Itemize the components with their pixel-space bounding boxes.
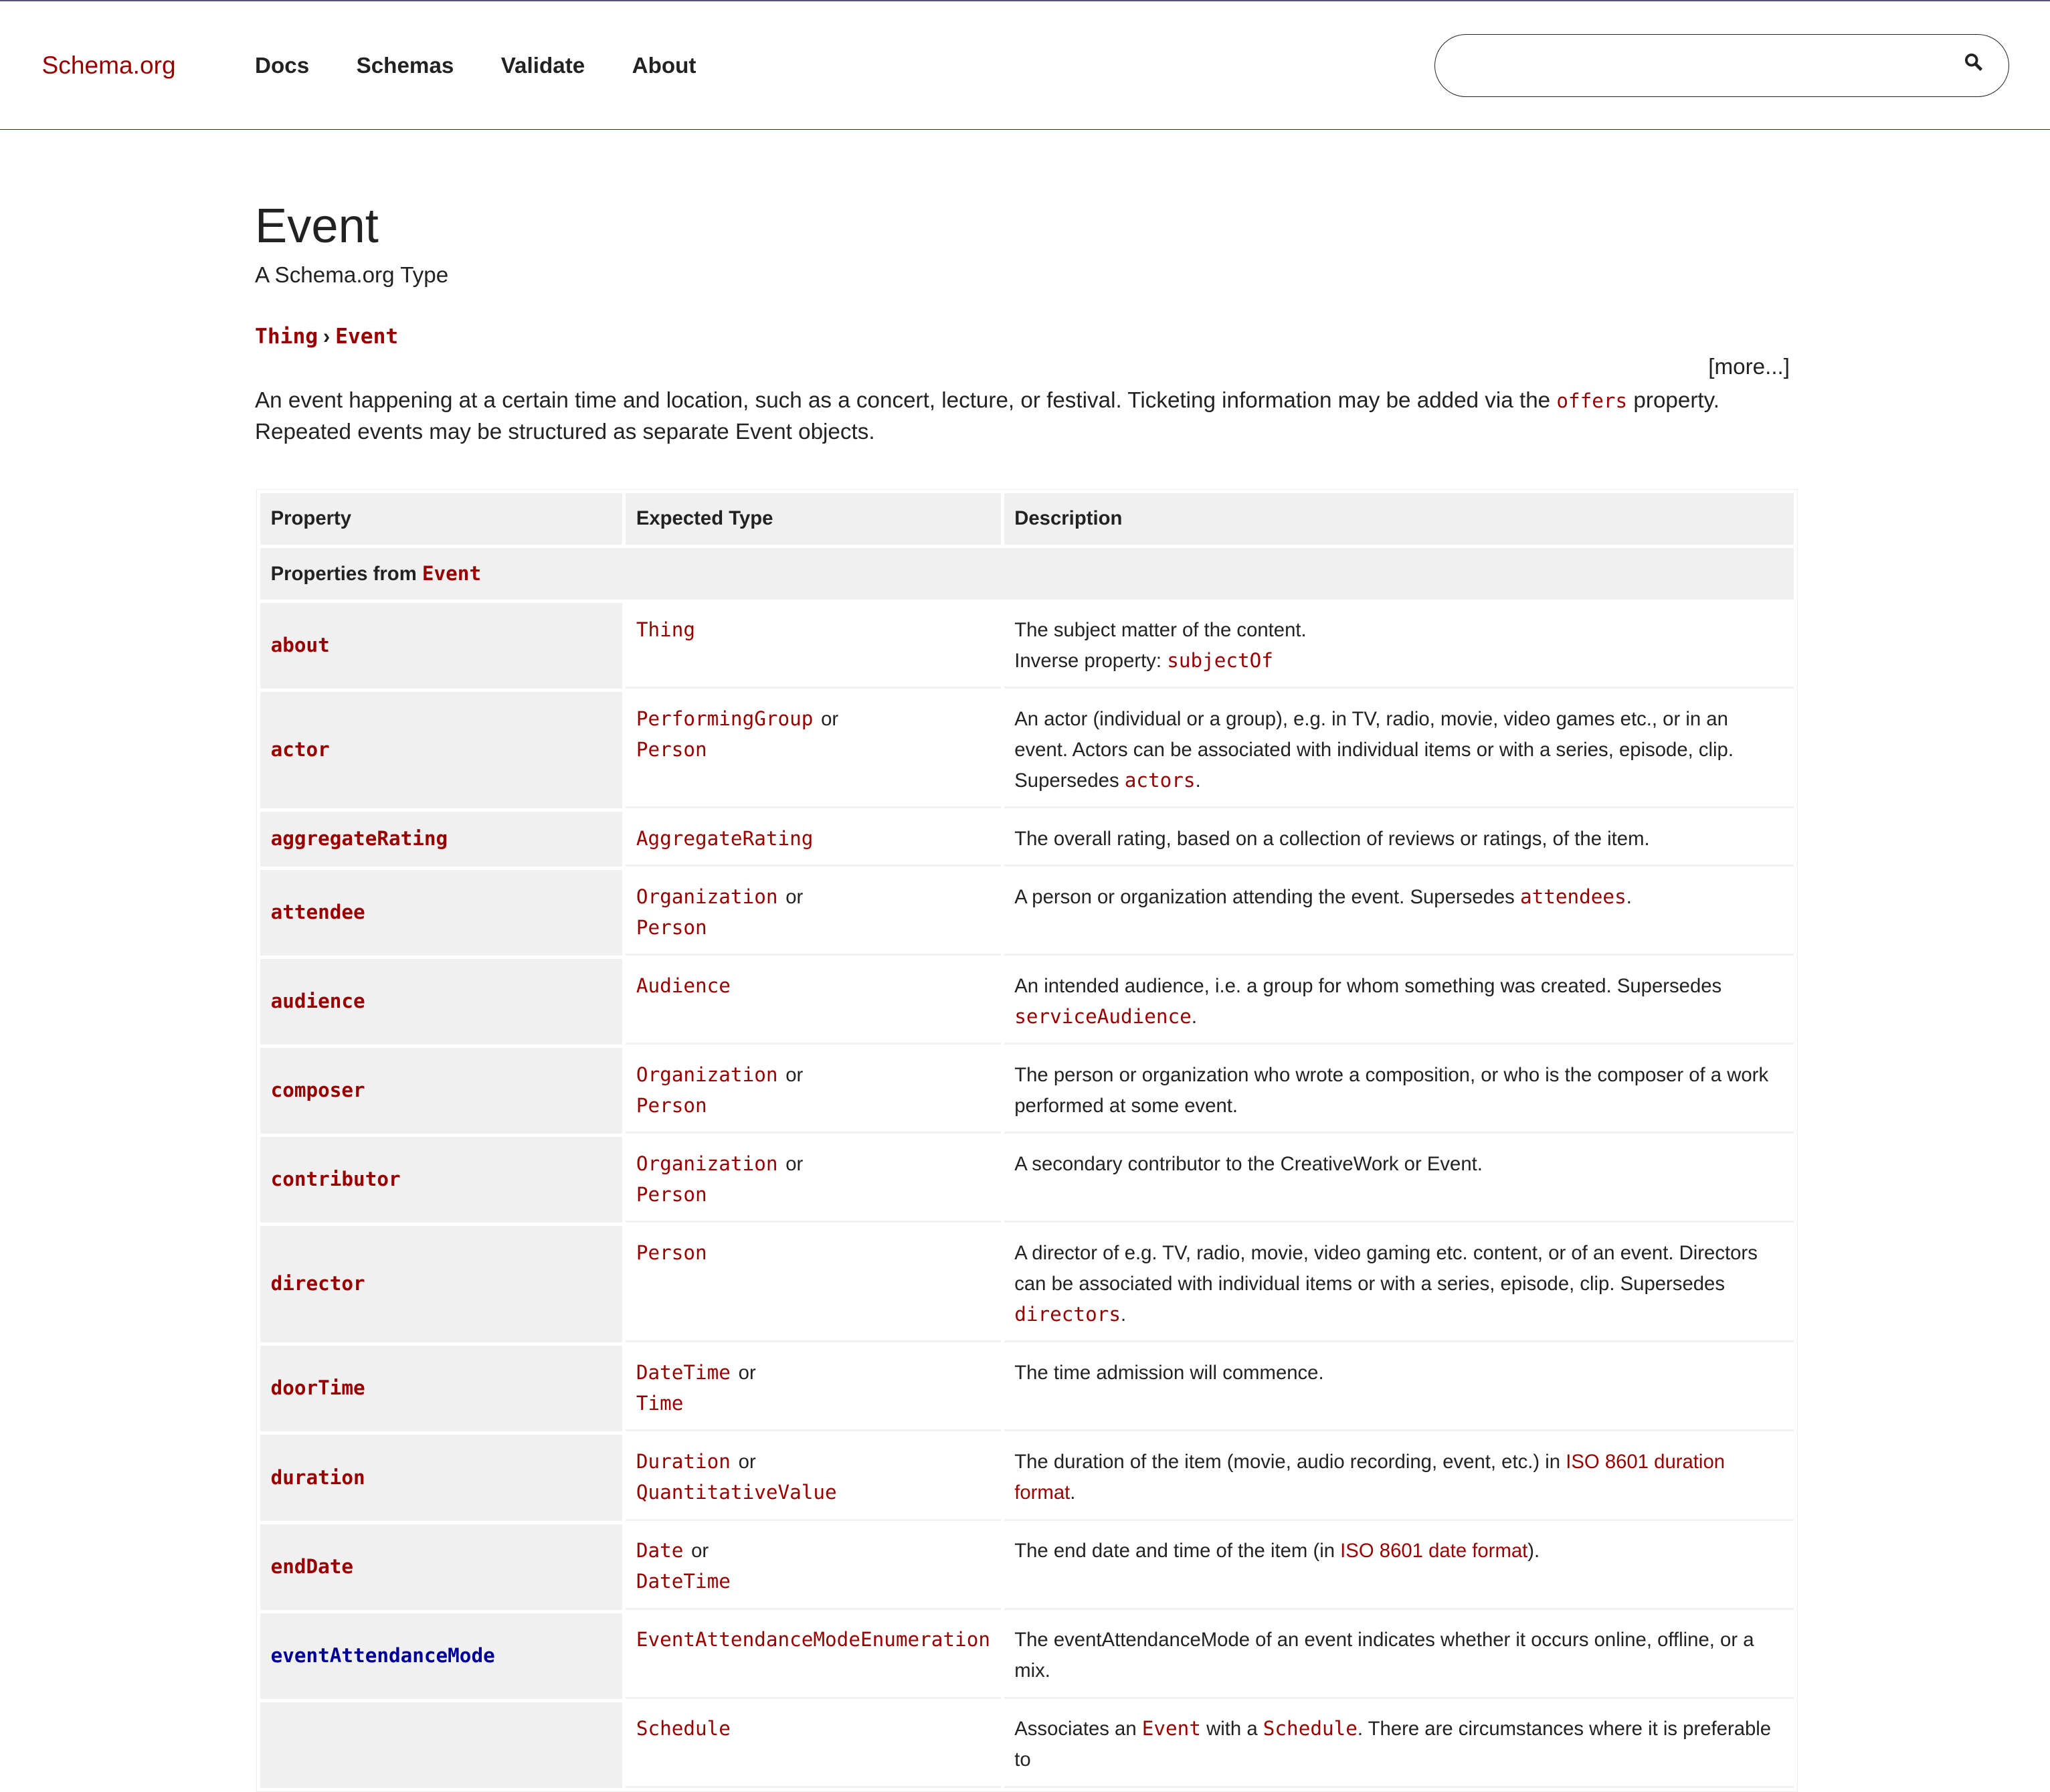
code-link[interactable]: directors bbox=[1014, 1302, 1121, 1326]
expected-type-cell bbox=[626, 1226, 1000, 1342]
breadcrumb-separator: › bbox=[322, 324, 331, 348]
type-link[interactable]: QuantitativeValue bbox=[636, 1480, 837, 1504]
property-link[interactable]: composer bbox=[270, 1079, 365, 1102]
property-cell bbox=[260, 870, 622, 956]
property-link[interactable]: director bbox=[270, 1272, 365, 1295]
property-link[interactable]: attendee bbox=[270, 901, 365, 924]
header-description: Description bbox=[1004, 493, 1794, 545]
text-segment: with a bbox=[1200, 1718, 1263, 1740]
text-segment: A secondary contributor to the CreativeWork or Event. bbox=[1014, 1152, 1483, 1175]
type-link[interactable]: Time bbox=[636, 1391, 684, 1415]
expected-type-cell bbox=[626, 603, 1000, 689]
or-label: or bbox=[785, 1063, 804, 1086]
property-link[interactable]: actor bbox=[270, 738, 330, 761]
table-row bbox=[260, 1137, 1794, 1223]
property-cell bbox=[260, 1137, 622, 1223]
breadcrumb-event[interactable]: Event bbox=[335, 324, 399, 349]
table-row bbox=[260, 1702, 1794, 1788]
type-link[interactable]: DateTime bbox=[636, 1361, 731, 1384]
nav-about[interactable]: About bbox=[632, 54, 696, 79]
type-link[interactable]: Audience bbox=[636, 974, 731, 997]
table-row bbox=[260, 959, 1794, 1045]
property-cell bbox=[260, 959, 622, 1045]
description-cell bbox=[1004, 870, 1794, 956]
breadcrumb-thing[interactable]: Thing bbox=[255, 324, 318, 349]
type-link[interactable]: Schedule bbox=[636, 1717, 731, 1740]
table-row bbox=[260, 1346, 1794, 1431]
type-link[interactable]: Organization bbox=[636, 885, 778, 908]
table-row bbox=[260, 812, 1794, 867]
property-cell bbox=[260, 603, 622, 689]
type-link[interactable]: EventAttendanceModeEnumeration bbox=[636, 1628, 990, 1651]
text-segment: . bbox=[1070, 1481, 1076, 1504]
property-link[interactable]: about bbox=[270, 634, 330, 657]
or-label: or bbox=[691, 1540, 709, 1562]
property-cell bbox=[260, 1346, 622, 1431]
property-cell bbox=[260, 1613, 622, 1699]
type-link[interactable]: Thing bbox=[636, 618, 696, 641]
description-cell bbox=[1004, 1702, 1794, 1788]
expected-type-cell bbox=[626, 1346, 1000, 1431]
description-cell bbox=[1004, 1226, 1794, 1342]
text-segment: The person or organization who wrote a composition, or who is the composer of a work performed at some event. bbox=[1014, 1063, 1769, 1117]
logo-link[interactable]: Schema.org bbox=[41, 51, 176, 80]
property-link[interactable]: audience bbox=[270, 990, 365, 1013]
text-segment: Inverse property: bbox=[1014, 649, 1168, 672]
expected-type-cell bbox=[626, 1702, 1000, 1788]
more-link[interactable]: [more...] bbox=[1708, 354, 1790, 379]
description-cell bbox=[1004, 1435, 1794, 1520]
main-nav bbox=[255, 54, 696, 79]
text-segment: The duration of the item (movie, audio recording, event, etc.) in bbox=[1014, 1451, 1566, 1473]
type-link[interactable]: Organization bbox=[636, 1152, 778, 1175]
type-link[interactable]: AggregateRating bbox=[636, 826, 814, 850]
code-link[interactable]: offers bbox=[1556, 389, 1628, 413]
text-segment: The subject matter of the content. bbox=[1014, 618, 1307, 641]
type-link[interactable]: Duration bbox=[636, 1450, 731, 1473]
type-link[interactable]: Person bbox=[636, 1093, 707, 1117]
text-segment: The time admission will commence. bbox=[1014, 1362, 1324, 1384]
expected-type-cell bbox=[626, 1137, 1000, 1223]
nav-docs[interactable]: Docs bbox=[255, 54, 310, 79]
table-row bbox=[260, 1048, 1794, 1134]
table-row bbox=[260, 1226, 1794, 1342]
code-link[interactable]: Schedule bbox=[1263, 1717, 1358, 1740]
table-row bbox=[260, 1613, 1794, 1699]
expected-type-cell bbox=[626, 959, 1000, 1045]
property-link[interactable]: duration bbox=[270, 1465, 365, 1489]
site-header bbox=[0, 1, 2050, 130]
page-title: Event bbox=[255, 199, 379, 253]
text-segment: . bbox=[1191, 1005, 1197, 1028]
text-segment: A director of e.g. TV, radio, movie, video gaming etc. content, or of an event. Directors can be associated with individual items or with a series, episode, clip. Supersedes bbox=[1014, 1242, 1758, 1295]
text-segment: Associates an bbox=[1014, 1718, 1142, 1740]
property-link[interactable]: endDate bbox=[270, 1554, 354, 1578]
page-subtitle: A Schema.org Type bbox=[255, 262, 449, 288]
text-link[interactable]: ISO 8601 date format bbox=[1340, 1540, 1528, 1562]
type-link[interactable]: DateTime bbox=[636, 1570, 731, 1593]
text-segment: A person or organization attending the event. Supersedes bbox=[1014, 885, 1520, 908]
property-link[interactable]: aggregateRating bbox=[270, 827, 448, 850]
group-row bbox=[260, 548, 1794, 600]
nav-validate[interactable]: Validate bbox=[500, 54, 585, 79]
text-segment: ). bbox=[1527, 1540, 1540, 1562]
text-segment: The end date and time of the item (in bbox=[1014, 1540, 1341, 1562]
text-segment: . bbox=[1195, 769, 1201, 792]
description-cell bbox=[1004, 1048, 1794, 1134]
text-segment: An event happening at a certain time and location, such as a concert, lecture, or festival. Ticketing information may be added via the bbox=[255, 388, 1557, 414]
code-link[interactable]: subjectOf bbox=[1167, 648, 1273, 672]
description-cell bbox=[1004, 603, 1794, 689]
group-heading bbox=[260, 548, 1794, 600]
nav-schemas[interactable]: Schemas bbox=[356, 54, 454, 79]
property-link[interactable]: contributor bbox=[270, 1168, 401, 1191]
expected-type-cell bbox=[626, 1613, 1000, 1699]
group-type-link[interactable]: Event bbox=[422, 561, 482, 585]
expected-type-cell bbox=[626, 1524, 1000, 1610]
type-link[interactable]: Organization bbox=[636, 1063, 778, 1086]
or-label: or bbox=[785, 1152, 804, 1175]
expected-type-cell bbox=[626, 1048, 1000, 1134]
description-cell bbox=[1004, 959, 1794, 1045]
table-row bbox=[260, 1435, 1794, 1520]
table-row bbox=[260, 692, 1794, 808]
header-expected-type: Expected Type bbox=[626, 493, 1000, 545]
table-row bbox=[260, 603, 1794, 689]
text-segment: . There are circumstances where it is preferable to bbox=[1014, 1718, 1772, 1771]
text-segment: property. Repeated events may be structured as separate Event objects. bbox=[255, 388, 1719, 445]
type-link[interactable]: Date bbox=[636, 1539, 684, 1562]
search-input[interactable] bbox=[1461, 50, 1950, 77]
type-description bbox=[255, 385, 1746, 448]
type-link[interactable]: Person bbox=[636, 1182, 707, 1206]
property-cell bbox=[260, 1702, 622, 1788]
or-label: or bbox=[738, 1362, 756, 1384]
text-segment: . bbox=[1626, 885, 1632, 908]
property-cell bbox=[260, 812, 622, 867]
search-box bbox=[1434, 34, 2010, 97]
breadcrumb bbox=[255, 325, 398, 349]
property-link[interactable]: doorTime bbox=[270, 1376, 365, 1400]
property-cell bbox=[260, 1524, 622, 1610]
or-label: or bbox=[821, 707, 839, 730]
text-segment: The overall rating, based on a collection of reviews or ratings, of the item. bbox=[1014, 827, 1650, 850]
code-link[interactable]: actors bbox=[1124, 768, 1196, 792]
or-label: or bbox=[785, 885, 804, 908]
expected-type-cell bbox=[626, 870, 1000, 956]
description-cell bbox=[1004, 812, 1794, 867]
expected-type-cell bbox=[626, 812, 1000, 867]
property-cell bbox=[260, 692, 622, 808]
expected-type-cell bbox=[626, 692, 1000, 808]
expected-type-cell bbox=[626, 1435, 1000, 1520]
description-cell bbox=[1004, 1524, 1794, 1610]
description-cell bbox=[1004, 1346, 1794, 1431]
text-segment: An intended audience, i.e. a group for whom something was created. Supersedes bbox=[1014, 974, 1722, 997]
or-label: or bbox=[738, 1451, 756, 1473]
group-prefix: Properties from bbox=[270, 562, 422, 585]
property-cell bbox=[260, 1048, 622, 1134]
code-link[interactable]: Event bbox=[1141, 1717, 1201, 1740]
description-cell bbox=[1004, 1137, 1794, 1223]
text-segment: An actor (individual or a group), e.g. in TV, radio, movie, video games etc., or in an event. Actors can be associated with individual items or with a series, episode, clip. Supersedes bbox=[1014, 707, 1734, 792]
text-link[interactable]: ISO 8601 duration format bbox=[1014, 1451, 1726, 1504]
search-icon[interactable] bbox=[1964, 53, 1982, 71]
text-segment: . bbox=[1120, 1303, 1127, 1326]
table-row bbox=[260, 870, 1794, 956]
property-cell bbox=[260, 1435, 622, 1520]
text-segment: The eventAttendanceMode of an event indicates whether it occurs online, offline, or a mix. bbox=[1014, 1629, 1754, 1682]
type-link[interactable]: Person bbox=[636, 737, 707, 761]
code-link[interactable]: serviceAudience bbox=[1014, 1004, 1192, 1028]
header-property: Property bbox=[260, 493, 622, 545]
code-link[interactable]: attendees bbox=[1519, 885, 1626, 908]
type-link[interactable]: Person bbox=[636, 915, 707, 939]
description-cell bbox=[1004, 692, 1794, 808]
type-link[interactable]: PerformingGroup bbox=[636, 707, 814, 730]
property-cell bbox=[260, 1226, 622, 1342]
property-link[interactable]: eventAttendanceMode bbox=[270, 1643, 495, 1667]
type-link[interactable]: Person bbox=[636, 1241, 707, 1265]
properties-table bbox=[256, 489, 1798, 1792]
table-row bbox=[260, 1524, 1794, 1610]
description-cell bbox=[1004, 1613, 1794, 1699]
